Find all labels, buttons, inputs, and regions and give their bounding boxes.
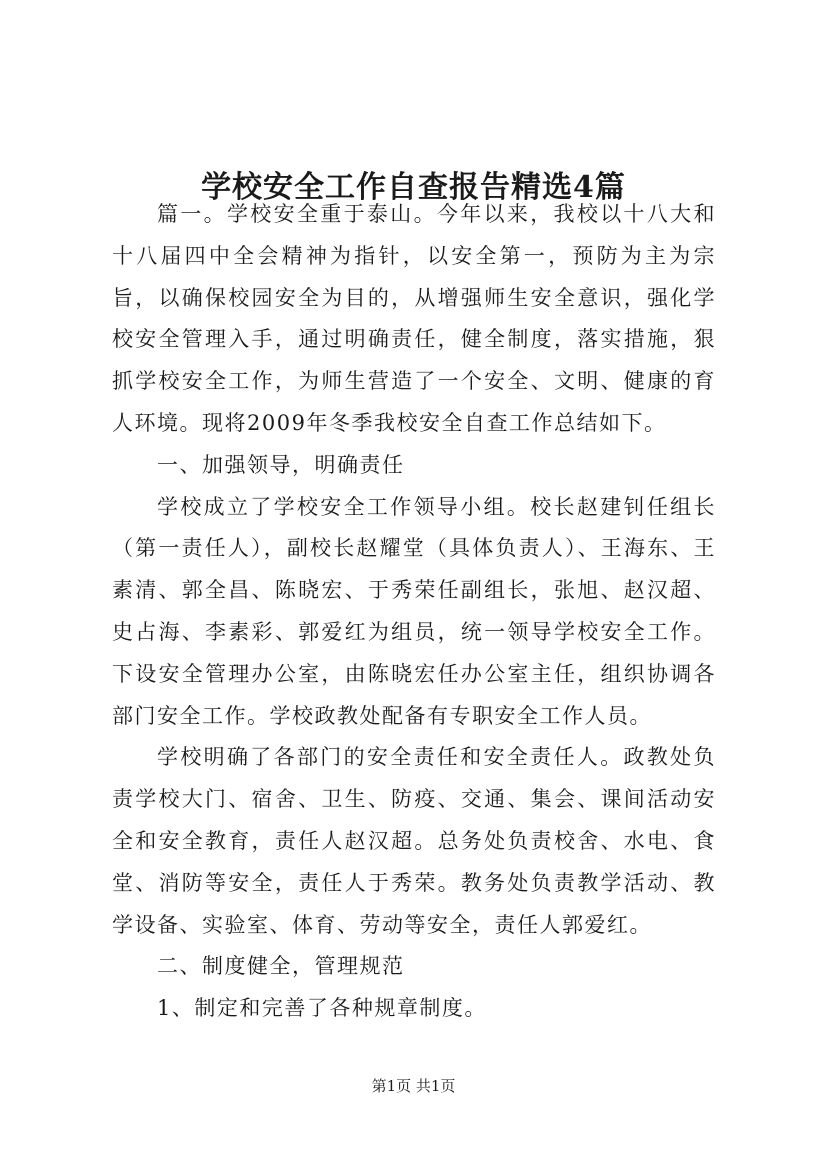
paragraph-intro: 篇一。学校安全重于泰山。今年以来，我校以十八大和十八届四中全会精神为指针，以安全第一，预防为主为宗旨，以确保校园安全为目的，从增强师生安全意识，强化学校安全管理入手，通过明确责任，健全制度，落实措施，狠抓学校安全工作，为师生营造了一个安全、文明、健康的育人环境。现将2009年冬季我校安全自查工作总结如下。: [112, 202, 716, 435]
section-heading-2: 二、制度健全，管理规范: [157, 954, 405, 979]
page-number-footer: 第1页 共1页: [371, 1077, 456, 1095]
paragraph-leadership: 学校成立了学校安全工作领导小组。校长赵建钊任组长（第一责任人），副校长赵耀堂（具体负责人）、王海东、王素清、郭全昌、陈晓宏、于秀荣任副组长，张旭、赵汉超、史占海、李素彩、郭爱红为组员，统一领导学校安全工作。下设安全管理办公室，由陈晓宏任办公室主任，组织协调各部门安全工作。学校政教处配备有专职安全工作人员。: [112, 494, 716, 728]
paragraph-rules: 1、制定和完善了各种规章制度。: [157, 996, 487, 1021]
paragraph-responsibility: 学校明确了各部门的安全责任和安全责任人。政教处负责学校大门、宿舍、卫生、防疫、交通、集会、课间活动安全和安全教育，责任人赵汉超。总务处负责校舍、水电、食堂、消防等安全，责任人于秀荣。教务处负责教学活动、教学设备、实验室、体育、劳动等安全，责任人郭爱红。: [112, 745, 716, 937]
document-title: 学校安全工作自查报告精选4篇: [201, 170, 626, 206]
section-heading-1: 一、加强领导，明确责任: [157, 452, 405, 477]
document-body: [112, 194, 716, 1030]
